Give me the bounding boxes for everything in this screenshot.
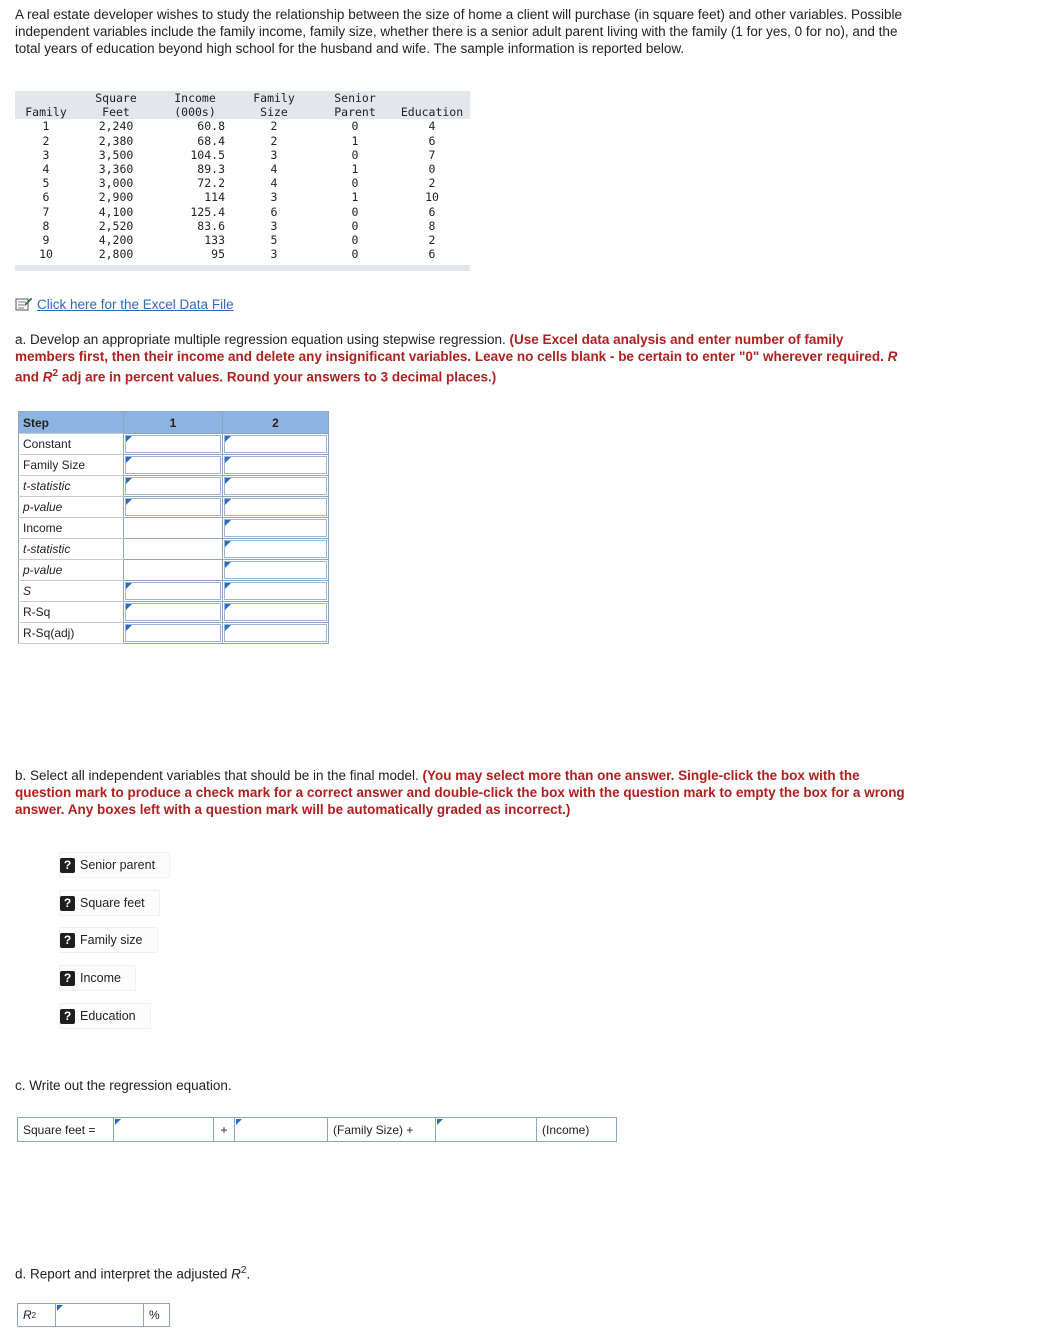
part-d-sup: 2 <box>240 1265 247 1276</box>
table-cell: 0 <box>351 247 359 262</box>
table-cell: 2 <box>270 133 278 148</box>
table-cell: 1 <box>351 162 359 177</box>
table-cell: 0 <box>351 147 359 162</box>
table-cell: 2,240 <box>98 119 134 134</box>
row-label: t-statistic <box>19 476 124 497</box>
senior-parent-values <box>327 119 383 261</box>
table-cell: 0 <box>351 176 359 191</box>
step2-rsq-adj-input[interactable] <box>223 623 329 644</box>
part-b-question <box>15 767 905 818</box>
table-cell: 2,520 <box>98 218 134 233</box>
header-feet: Feet <box>102 105 130 120</box>
choice-senior-parent[interactable] <box>60 853 169 877</box>
table-cell: 2,900 <box>98 190 134 205</box>
row-label: t-statistic <box>19 539 124 560</box>
header-income-unit: (000s) <box>174 105 216 120</box>
part-d-question <box>15 1262 905 1283</box>
table-cell: 3,000 <box>98 176 134 191</box>
r2-label <box>18 1304 56 1326</box>
data-table <box>15 91 470 271</box>
equation-intercept-input[interactable] <box>114 1118 214 1141</box>
table-cell: 9 <box>42 233 50 248</box>
question-mark-icon[interactable]: ? <box>60 971 75 986</box>
equation-family-size-coef-input[interactable] <box>235 1118 328 1141</box>
table-cell: 3,500 <box>98 147 134 162</box>
table-cell: 1 <box>351 133 359 148</box>
table-cell: 7 <box>42 204 50 219</box>
step-header: Step <box>19 412 124 434</box>
header-parent: Parent <box>334 105 376 120</box>
table-cell: 3 <box>270 218 278 233</box>
step1-family-size-p-input[interactable] <box>124 497 223 518</box>
col-family <box>19 91 73 261</box>
table-cell: 3 <box>42 147 50 162</box>
step1-family-size-t-input[interactable] <box>124 476 223 497</box>
step2-income-input[interactable] <box>223 518 329 539</box>
table-cell: 8 <box>428 218 436 233</box>
table-cell: 1 <box>351 190 359 205</box>
table-cell: 2 <box>428 176 436 191</box>
choice-education[interactable] <box>60 1004 150 1028</box>
table-cell: 0 <box>351 204 359 219</box>
part-a-r2-letter: R <box>42 369 53 385</box>
table-cell: 0 <box>351 233 359 248</box>
table-cell: 104.5 <box>190 147 225 162</box>
part-d-period: . <box>246 1266 251 1282</box>
part-d-r: R <box>231 1266 241 1282</box>
table-cell: 1 <box>42 119 50 134</box>
part-d-lead: d. Report and interpret the adjusted <box>15 1266 232 1282</box>
equation-plus: + <box>214 1118 235 1141</box>
row-label: R-Sq <box>19 602 124 623</box>
question-mark-icon[interactable]: ? <box>60 1009 75 1024</box>
table-cell: 8 <box>42 218 50 233</box>
row-income <box>19 518 329 539</box>
step1-constant-input[interactable] <box>124 434 223 455</box>
excel-data-file-link[interactable] <box>15 297 234 312</box>
table-cell: 72.2 <box>197 176 225 191</box>
step2-s-input[interactable] <box>223 581 329 602</box>
col-square-feet <box>85 91 147 261</box>
choice-label: Education <box>80 1009 136 1023</box>
step1-s-input[interactable] <box>124 581 223 602</box>
question-mark-icon[interactable]: ? <box>60 858 75 873</box>
table-cell: 5 <box>270 233 278 248</box>
row-family-size-t <box>19 476 329 497</box>
table-cell: 4,200 <box>98 233 134 248</box>
equation-family-size-term: (Family Size) + <box>328 1118 436 1141</box>
step2-family-size-input[interactable] <box>223 455 329 476</box>
part-c-question: c. Write out the regression equation. <box>15 1078 232 1093</box>
table-cell: 4 <box>428 119 436 134</box>
part-b-lead: b. Select all independent variables that should be in the final model. <box>15 768 423 783</box>
table-cell: 10 <box>39 247 53 262</box>
table-cell: 2,800 <box>98 247 134 262</box>
question-mark-icon[interactable]: ? <box>60 896 75 911</box>
r2-label-sup: 2 <box>31 1310 37 1320</box>
table-cell: 2 <box>270 119 278 134</box>
part-a-sup: 2 <box>52 368 59 379</box>
step1-rsq-adj-input[interactable] <box>124 623 223 644</box>
col-family-size <box>247 91 301 261</box>
choice-family-size[interactable] <box>60 928 157 952</box>
header-family: Family <box>25 105 67 120</box>
row-label: p-value <box>19 497 124 518</box>
adjusted-r2-row <box>17 1303 170 1327</box>
family-size-values <box>247 119 301 261</box>
header-senior: Senior <box>334 91 376 105</box>
table-cell: 4 <box>270 176 278 191</box>
step2-income-p-input[interactable] <box>223 560 329 581</box>
row-s <box>19 581 329 602</box>
choice-label: Family size <box>80 933 143 947</box>
table-cell: 0 <box>351 119 359 134</box>
step2-family-size-p-input[interactable] <box>223 497 329 518</box>
step1-income-t-empty <box>124 539 223 560</box>
header-income: Income <box>174 91 216 105</box>
col-income <box>165 91 225 261</box>
choice-label: Senior parent <box>80 858 156 872</box>
part-b-instruction: (You may select more than one answer. Single-click the box with the question mark to produce a check mark for a correct answer and double-click the box with the question mark to empty the box for a wrong answer. Any boxes left with a question mark will be automatically graded as incorrect.) <box>15 768 905 817</box>
step1-rsq-input[interactable] <box>124 602 223 623</box>
equation-income-term: (Income) <box>537 1118 616 1141</box>
row-label: S <box>19 581 124 602</box>
choice-income[interactable] <box>60 966 135 990</box>
table-cell: 2,380 <box>98 133 134 148</box>
table-cell: 4 <box>42 162 50 176</box>
step-2-header: 2 <box>223 412 329 434</box>
table-cell: 10 <box>425 190 439 205</box>
family-values <box>19 119 73 261</box>
choice-square-feet[interactable] <box>60 891 159 915</box>
row-label: Income <box>19 518 124 539</box>
table-cell: 5 <box>42 176 50 191</box>
table-cell: 95 <box>211 247 225 262</box>
stepwise-table <box>18 411 329 644</box>
table-cell: 4 <box>270 162 278 177</box>
table-cell: 83.6 <box>197 218 225 233</box>
step1-income-empty <box>124 518 223 539</box>
table-cell: 6 <box>428 133 436 148</box>
table-cell: 2 <box>428 233 436 248</box>
step-1-header: 1 <box>124 412 223 434</box>
row-label: R-Sq(adj) <box>19 623 124 644</box>
step2-constant-input[interactable] <box>223 434 329 455</box>
row-label: Constant <box>19 434 124 455</box>
row-label: p-value <box>19 560 124 581</box>
part-a-lead: a. Develop an appropriate multiple regression equation using stepwise regression. <box>15 332 510 347</box>
square-feet-values <box>85 119 147 261</box>
part-a-and: and <box>15 369 43 385</box>
education-values <box>397 119 467 261</box>
part-a-r-letter: R <box>887 349 898 364</box>
table-cell: 68.4 <box>197 133 225 148</box>
table-cell: 3 <box>270 190 278 205</box>
excel-file-icon <box>15 297 33 312</box>
excel-link-label[interactable]: Click here for the Excel Data File <box>37 297 234 312</box>
header-square: Square <box>95 91 137 105</box>
table-cell: 3 <box>270 147 278 162</box>
table-cell: 3 <box>270 247 278 262</box>
table-cell: 0 <box>351 218 359 233</box>
row-r-sq <box>19 602 329 623</box>
table-cell: 0 <box>428 162 436 176</box>
table-cell: 6 <box>42 190 50 205</box>
row-label: Family Size <box>19 455 124 476</box>
stepwise-header-row <box>19 412 329 434</box>
r2-label-r: R <box>23 1308 32 1322</box>
table-cell: 89.3 <box>197 162 225 177</box>
row-r-sq-adj <box>19 623 329 644</box>
table-cell: 6 <box>428 204 436 219</box>
table-cell: 6 <box>270 204 278 219</box>
table-cell: 4,100 <box>98 204 134 219</box>
percent-unit: % <box>144 1304 169 1326</box>
income-values <box>165 119 225 261</box>
part-a-question <box>15 331 905 386</box>
header-family-size-2: Size <box>260 105 288 120</box>
step2-family-size-t-input[interactable] <box>223 476 329 497</box>
table-cell: 60.8 <box>197 119 225 134</box>
adjusted-r2-input[interactable] <box>56 1304 144 1326</box>
header-education: Education <box>400 105 464 120</box>
table-cell: 6 <box>428 247 436 262</box>
col-education <box>397 91 467 261</box>
table-cell: 7 <box>428 147 436 162</box>
data-table-footer-bar <box>15 265 470 271</box>
part-a-instruction-1: (Use Excel data analysis and enter number of family members first, then their income and delete any insignificant variables. Leave no cells blank - be certain to enter "0" wherever required. <box>15 332 888 364</box>
equation-prefix: Square feet = <box>18 1118 114 1141</box>
row-constant <box>19 434 329 455</box>
step2-rsq-input[interactable] <box>223 602 329 623</box>
row-family-size <box>19 455 329 476</box>
row-family-size-p <box>19 497 329 518</box>
table-cell: 114 <box>204 190 225 205</box>
row-income-p <box>19 560 329 581</box>
table-cell: 2 <box>42 133 50 148</box>
equation-income-coef-input[interactable] <box>436 1118 537 1141</box>
step1-income-p-empty <box>124 560 223 581</box>
regression-equation-row <box>17 1117 617 1142</box>
choice-label: Income <box>80 971 121 985</box>
problem-intro: A real estate developer wishes to study the relationship between the size of home a client will purchase (in square feet) and other variables. Possible independent variables include the family income, family size, whether there is a senior adult parent living with the family (1 for yes, 0 for no), and the total years of education beyond high school for the husband and wife. The sample information is reported below. <box>15 7 902 56</box>
row-income-t <box>19 539 329 560</box>
header-family-size-1: Family <box>253 91 295 105</box>
table-cell: 133 <box>204 233 225 248</box>
table-cell: 3,360 <box>98 162 134 177</box>
step1-family-size-input[interactable] <box>124 455 223 476</box>
step2-income-t-input[interactable] <box>223 539 329 560</box>
question-mark-icon[interactable]: ? <box>60 933 75 948</box>
col-senior-parent <box>327 91 383 261</box>
part-a-instruction-2: adj are in percent values. Round your answers to 3 decimal places.) <box>58 369 497 385</box>
table-cell: 125.4 <box>190 204 225 219</box>
choice-label: Square feet <box>80 896 145 910</box>
